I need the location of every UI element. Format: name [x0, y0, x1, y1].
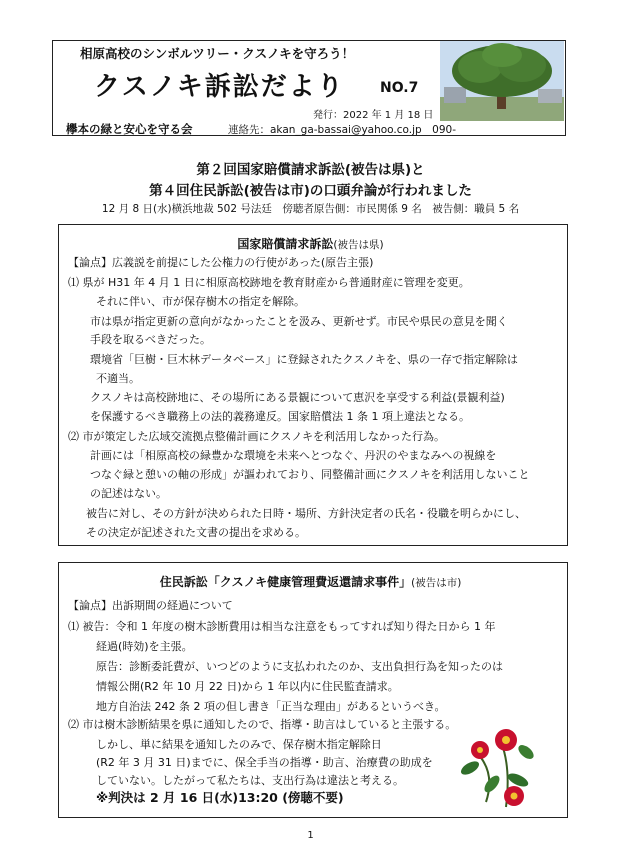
page-number: 1 [307, 830, 314, 841]
section-1-title-main: 国家賠償請求訴訟 [237, 237, 334, 251]
section-2-title-main: 住民訴訟「クスノキ健康管理費返還請求事件」 [159, 575, 412, 589]
s1-line: それに伴い、市が保存樹木の指定を解除。 [96, 295, 305, 308]
hearing-details: 12 月 8 日(水)横浜地裁 502 号法廷 傍聴者原告側：市民関係 9 名 被告側：職員 5 名 [101, 203, 520, 215]
s2-line: 経過(時効)を主張。 [96, 640, 193, 653]
s2-line: していない。したがって私たちは、支出行為は違法と考える。 [96, 774, 404, 787]
s1-line: その決定が記述された文書の提出を求める。 [86, 526, 306, 539]
s2-line: 地方自治法 242 条 2 項の但し書き「正当な理由」があるというべき。 [96, 700, 446, 713]
section-1-title [0, 235, 621, 252]
organization-name: 欅本の緑と安心を守る会 [66, 122, 193, 136]
contact-info: 連絡先：akan_ga-bassai@yahoo.co.jp 090- [228, 124, 457, 136]
s2-line: 原告：診断委託費が、いつどのように支払われたのか、支出負担行為を知ったのは [96, 660, 503, 673]
s1-line: を保護するべき職務上の法的義務違反。国家賠償法 1 条 1 項上違法となる。 [90, 410, 470, 423]
s1-line: 環境省「巨樹・巨木林データベース」に登録されたクスノキを、県の一存で指定解除は [90, 353, 518, 366]
s1-line: クスノキは高校跡地に、その場所にある景観について恵沢を享受する利益(景観利益) [90, 391, 505, 404]
s1-line: 市は県が指定更新の意向がなかったことを汲み、更新せず。市民や県民の意見を聞く [90, 315, 508, 328]
verdict-notice: ※判決は 2 月 16 日(水)13:20 (傍聴不要) [96, 790, 344, 805]
section-1-title-suffix: (被告は県) [333, 239, 384, 251]
s2-line: 情報公開(R2 年 10 月 22 日)から 1 年以内に住民監査請求。 [96, 680, 399, 693]
camellia-flower-icon [456, 722, 546, 812]
s2-line: (R2 年 3 月 31 日)までに、保全手当の指導・助言、治療費の助成を [96, 756, 433, 769]
s1-line: ⑴ 県が H31 年 4 月 1 日に相原高校跡地を教育財産から普通財産に管理を変更。 [68, 276, 470, 289]
s2-line: しかし、単に結果を通知したのみで、保存樹木指定解除日 [96, 738, 382, 751]
camphor-tree-photo [440, 41, 564, 121]
section-2-title [0, 573, 621, 590]
headline-line-1: 第２回国家賠償請求訴訟(被告は県)と [196, 162, 425, 178]
headline-line-2: 第４回住民訴訟(被告は市)の口頭弁論が行われました [149, 183, 472, 199]
newsletter-title: クスノキ訴訟だより [94, 72, 345, 102]
tagline: 相原高校のシンボルツリー・クスノキを守ろう！ [80, 46, 355, 61]
issue-number: NO.7 [380, 80, 419, 96]
s1-line: の記述はない。 [90, 487, 167, 500]
s1-line: ⑵ 市が策定した広域交流拠点整備計画にクスノキを利活用しなかった行為。 [68, 430, 445, 443]
s1-line: つなぐ緑と憩いの軸の形成」が謳われており、同整備計画にクスノキを利活用しないこと [90, 468, 530, 481]
s1-line: 不適当。 [96, 372, 140, 385]
section-2-title-suffix: (被告は市) [411, 577, 462, 589]
s1-line: 被告に対し、その方針が決められた日時・場所、方針決定者の氏名・役職を明らかにし、 [86, 507, 526, 520]
s1-line: 【論点】広義説を前提にした公権力の行使があった(原告主張) [68, 256, 374, 269]
publication-date: 発行：2022 年 1 月 18 日 [313, 110, 434, 121]
s1-line: 計画には「相原高校の緑豊かな環境を未来へとつなぐ、丹沢のやまなみへの視線を [90, 449, 497, 462]
s2-line: ⑴ 被告：令和 1 年度の樹木診断費用は相当な注意をもってすれば知り得た日から 1 年 [68, 620, 496, 633]
s2-line: ⑵ 市は樹木診断結果を県に通知したので、指導・助言はしていると主張する。 [68, 718, 457, 731]
s2-line: 【論点】出訴期間の経過について [68, 599, 233, 612]
s1-line: 手段を取るべきだった。 [90, 333, 211, 346]
